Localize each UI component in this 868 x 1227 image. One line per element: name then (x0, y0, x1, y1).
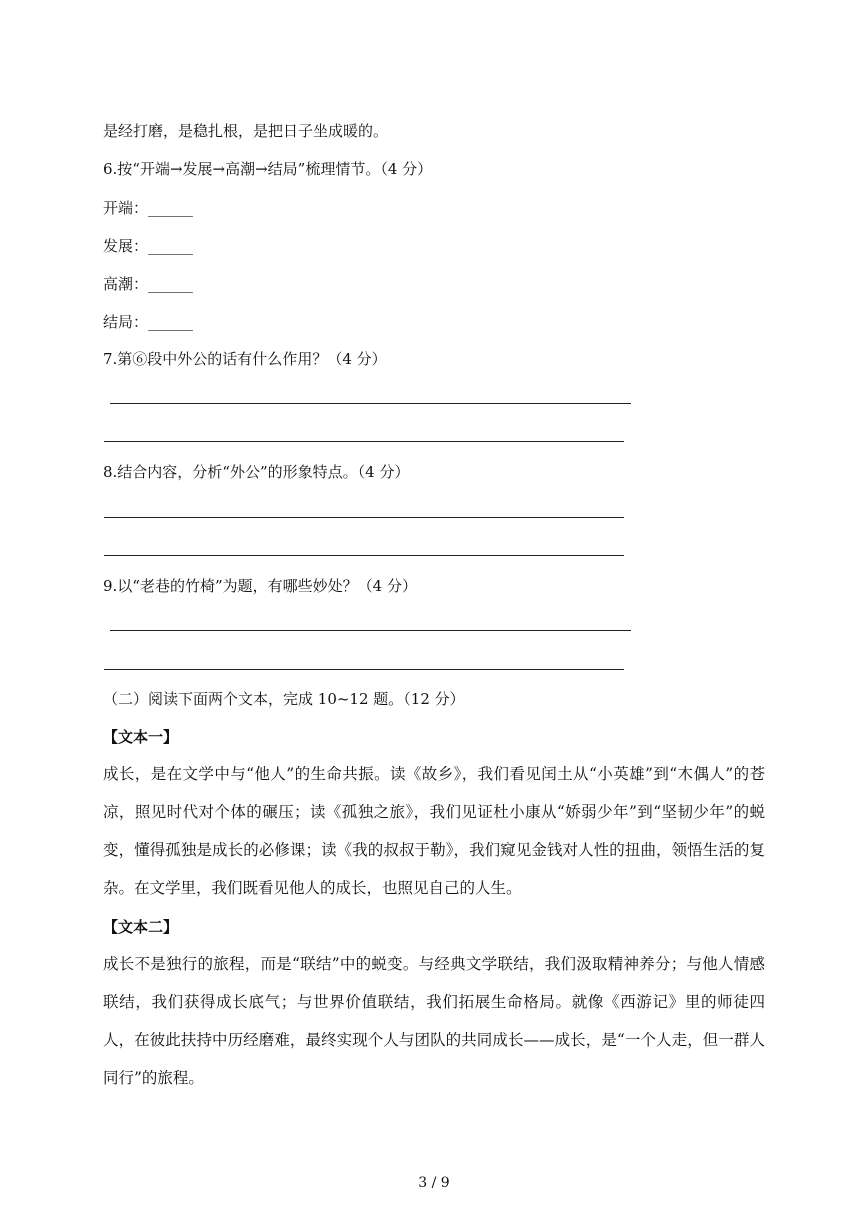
text-1-body: 成长，是在文学中与“他人”的生命共振。读《故乡》，我们看见闰土从“小英雄”到“木偶人”的苍凉，照见时代对个体的碾压；读《孤独之旅》，我们见证杜小康从“娇弱少年”到“坚韧少年”的蜕变，懂得孤独是成长的必修课；读《我的叔叔于勒》，我们窥见金钱对人性的扭曲，领悟生活的复杂。在文学里，我们既看见他人的成长，也照见自己的人生。 (103, 765, 765, 897)
q9-answer-line-1[interactable] (110, 630, 631, 631)
section-2-intro: （二）阅读下面两个文本，完成 10~12 题。（12 分） (103, 690, 465, 708)
question-8-prompt: 8.结合内容，分析“外公”的形象特点。（4 分） (103, 463, 410, 481)
q6-item-development: 发展：______ (103, 237, 194, 255)
q8-answer-line-2[interactable] (104, 555, 624, 556)
text-1-heading: 【文本一】 (103, 728, 179, 746)
q7-answer-line-2[interactable] (104, 441, 624, 442)
q6-item-climax: 高潮：______ (103, 275, 194, 293)
text-2-body: 成长不是独行的旅程，而是“联结”中的蜕变。与经典文学联结，我们汲取精神养分；与他人情感联结，我们获得成长底气；与世界价值联结，我们拓展生命格局。就像《西游记》里的师徒四人，在彼此扶持中历经磨难，最终实现个人与团队的共同成长——成长，是“一个人走，但一群人同行”的旅程。 (103, 955, 765, 1087)
q9-answer-line-2[interactable] (104, 669, 624, 670)
question-9-prompt: 9.以“老巷的竹椅”为题，有哪些妙处？（4 分） (103, 577, 417, 595)
text-2-heading: 【文本二】 (103, 918, 179, 936)
q6-item-ending: 结局：______ (103, 313, 194, 331)
page-number: 3 / 9 (418, 1175, 450, 1191)
question-7-prompt: 7.第⑥段中外公的话有什么作用？（4 分） (103, 350, 387, 368)
continuation-text: 是经打磨，是稳扎根，是把日子坐成暖的。 (103, 122, 389, 140)
question-6-prompt: 6.按“开端→发展→高潮→结局”梳理情节。（4 分） (103, 160, 433, 178)
q7-answer-line-1[interactable] (110, 403, 631, 404)
q8-answer-line-1[interactable] (104, 517, 624, 518)
q6-item-start: 开端：______ (103, 199, 194, 217)
